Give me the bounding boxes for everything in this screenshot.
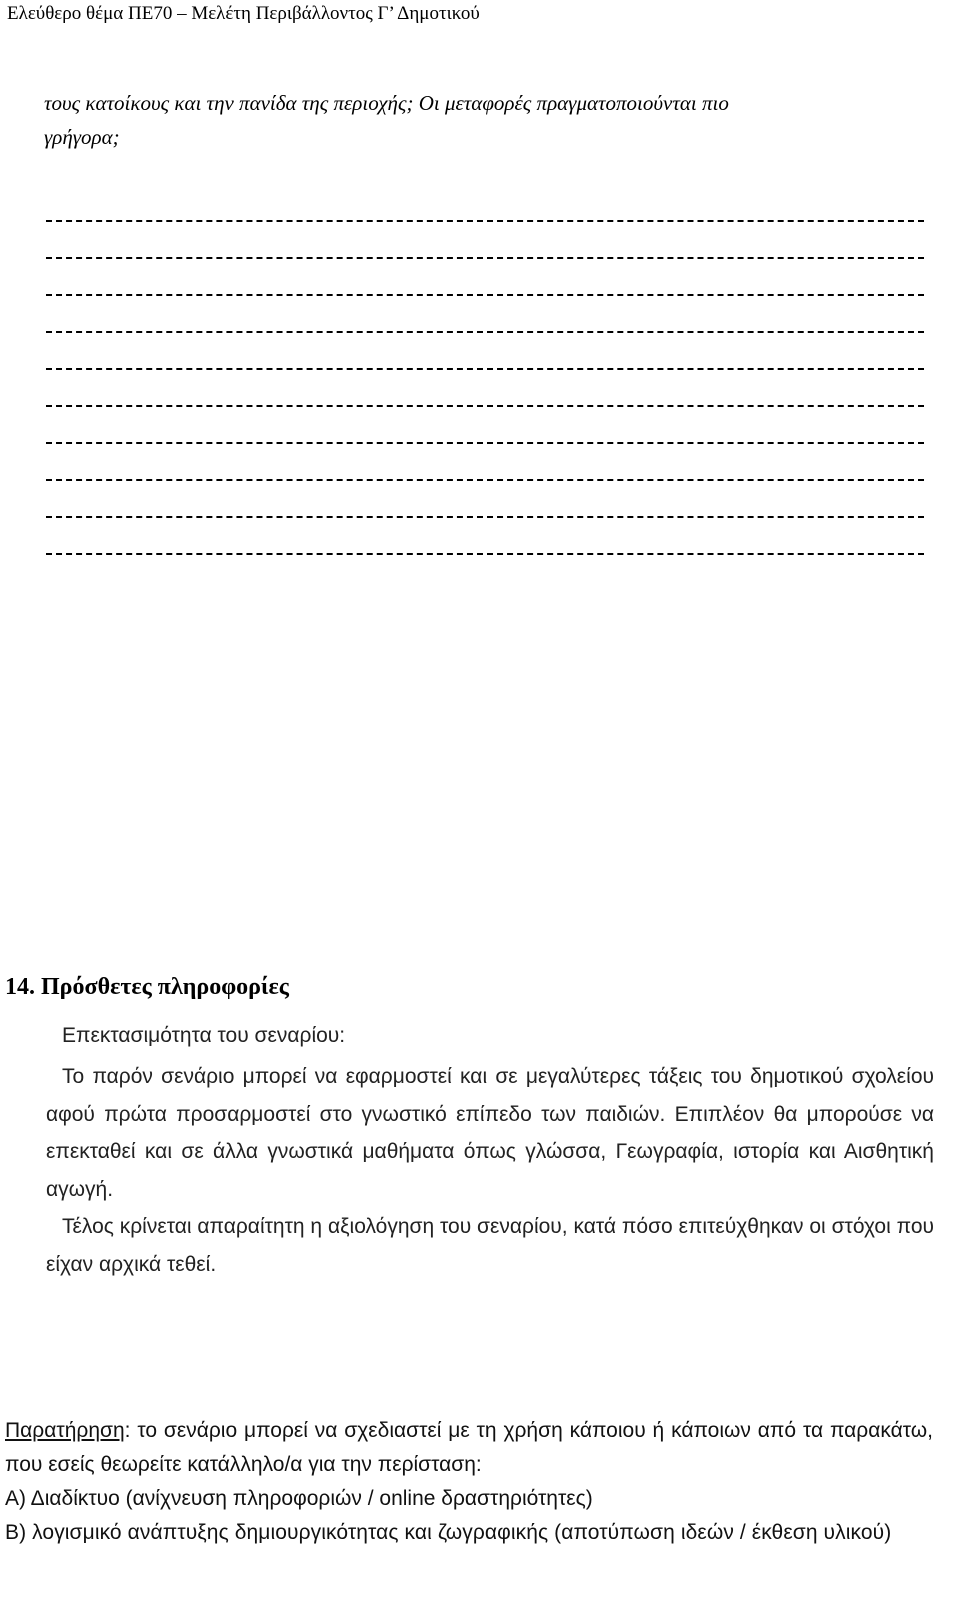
- note-block: [5, 1414, 933, 1550]
- intro-line: τους κατοίκους και την πανίδα της περιοχής; Οι μεταφορές πραγματοποιούνται πιο: [44, 91, 729, 115]
- answer-line: [44, 279, 924, 316]
- page-header: Ελεύθερο θέμα ΠΕ70 – Μελέτη Περιβάλλοντος Γ’ Δημοτικού: [7, 3, 480, 24]
- note-label: Παρατήρηση: [5, 1419, 125, 1442]
- section-number: 14.: [5, 974, 35, 1000]
- answer-line: [44, 353, 924, 390]
- note-text: : το σενάριο μπορεί να σχεδιαστεί με τη χρήση κάποιου ή κάποιων από τα παρακάτω, που εσείς θεωρείτε κατάλληλο/α για την περίσταση:: [5, 1419, 933, 1476]
- extensibility-body: [46, 1058, 934, 1283]
- note-option-a: Α) Διαδίκτυο (ανίχνευση πληροφοριών / online δραστηριότητες): [5, 1487, 593, 1510]
- answer-line: [44, 205, 924, 242]
- extensibility-label: Επεκτασιμότητα του σεναρίου:: [62, 1024, 346, 1047]
- answer-line: [44, 538, 924, 575]
- answer-line: [44, 242, 924, 279]
- answer-line: [44, 316, 924, 353]
- answer-line: [44, 427, 924, 464]
- section-heading: Πρόσθετες πληροφορίες: [41, 974, 289, 1000]
- intro-text: [44, 86, 934, 154]
- answer-line: [44, 501, 924, 538]
- answer-line: [44, 390, 924, 427]
- section-title: [5, 972, 289, 1002]
- extensibility-paragraph: Τέλος κρίνεται απαραίτητη η αξιολόγηση του σεναρίου, κατά πόσο επιτεύχθηκαν οι στόχοι που είχαν αρχικά τεθεί.: [46, 1215, 934, 1276]
- note-paragraph: [5, 1414, 933, 1482]
- note-option-b: Β) λογισμικό ανάπτυξης δημιουργικότητας και ζωγραφικής (αποτύπωση ιδεών / έκθεση υλικού): [5, 1521, 892, 1544]
- extensibility-paragraph: Το παρόν σενάριο μπορεί να εφαρμοστεί και σε μεγαλύτερες τάξεις του δημοτικού σχολείου αφού πρώτα προσαρμοστεί στο γνωστικό επίπεδο των παιδιών. Επιπλέον θα μπορούσε να επεκταθεί και σε άλλα γνωστικά μαθήματα όπως γλώσσα, Γεωγραφία, ιστορία και Αισθητική αγωγή.: [46, 1065, 934, 1201]
- intro-line: γρήγορα;: [44, 125, 120, 149]
- answer-lines: [44, 205, 924, 575]
- answer-line: [44, 464, 924, 501]
